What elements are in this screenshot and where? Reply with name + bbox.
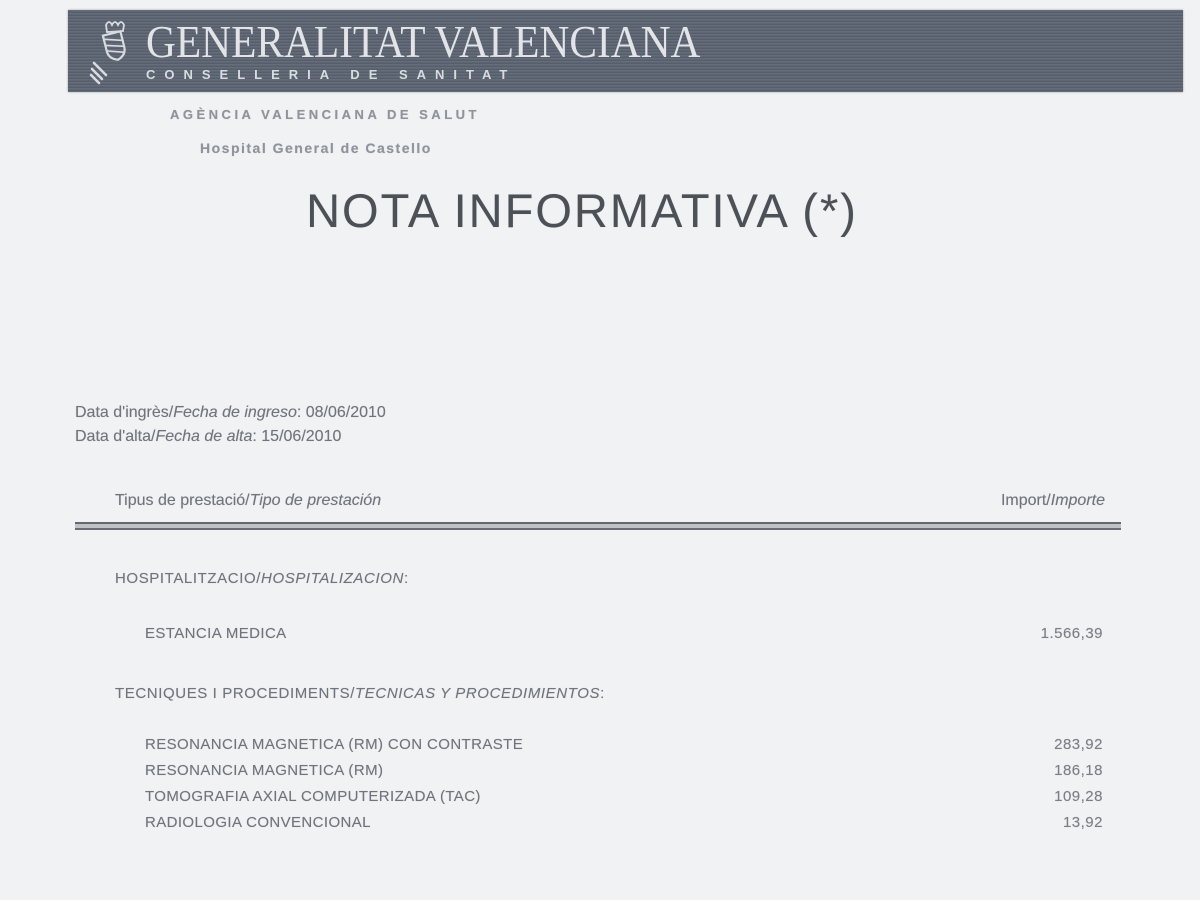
row-label: TOMOGRAFIA AXIAL COMPUTERIZADA (TAC) [145,788,481,805]
department-name: CONSELLERIA DE SANITAT [146,67,517,82]
admission-separator: : [296,404,306,421]
dates-block [75,401,386,449]
row-amount: 186,18 [1054,762,1103,779]
discharge-date-line [75,425,386,449]
discharge-separator: : [252,428,262,445]
discharge-label-es: Fecha de alta [155,428,253,445]
table-row [75,758,1121,784]
row-amount: 13,92 [1062,814,1103,831]
table-header-row [75,492,1121,510]
section-rows-procedures [75,732,1121,836]
column-header-type: Tipus de prestació/Tipo de prestación [115,492,382,509]
row-label: ESTANCIA MEDICA [145,625,287,642]
section-rows-hospitalization [75,621,1121,647]
row-label: RESONANCIA MAGNETICA (RM) CON CONTRASTE [145,736,524,753]
row-amount: 109,28 [1054,788,1103,805]
table-row [75,784,1121,810]
section-heading-hospitalization: HOSPITALITZACIO/HOSPITALIZACION: [115,570,409,587]
hospital-name: Hospital General de Castello [200,140,432,156]
row-amount: 283,92 [1054,736,1103,753]
discharge-label-va: Data d'alta/ [75,428,156,445]
table-row [75,732,1121,758]
discharge-date-value: 15/06/2010 [261,428,342,445]
admission-label-es: Fecha de ingreso [173,404,297,421]
header-bar [68,10,1183,92]
fee-table [75,492,1121,836]
page-title: NOTA INFORMATIVA (*) [306,184,858,237]
org-name: GENERALITAT VALENCIANA [146,20,701,67]
gv-coat-of-arms-icon [86,17,144,85]
section-heading-procedures: TECNIQUES I PROCEDIMENTS/TECNICAS Y PROCEDIMIENTOS: [115,685,605,702]
table-header-rule [75,522,1121,530]
row-label: RESONANCIA MAGNETICA (RM) [145,762,384,779]
row-amount: 1.566,39 [1040,625,1103,642]
table-row [75,621,1121,647]
admission-label-va: Data d'ingrès/ [75,404,174,421]
admission-date-value: 08/06/2010 [305,404,386,421]
row-label: RADIOLOGIA CONVENCIONAL [145,814,371,831]
admission-date-line [75,401,386,425]
agency-name: AGÈNCIA VALENCIANA DE SALUT [170,107,480,122]
column-header-amount: Import/Importe [1000,492,1105,509]
table-row [75,810,1121,836]
header-text-block [146,20,762,82]
